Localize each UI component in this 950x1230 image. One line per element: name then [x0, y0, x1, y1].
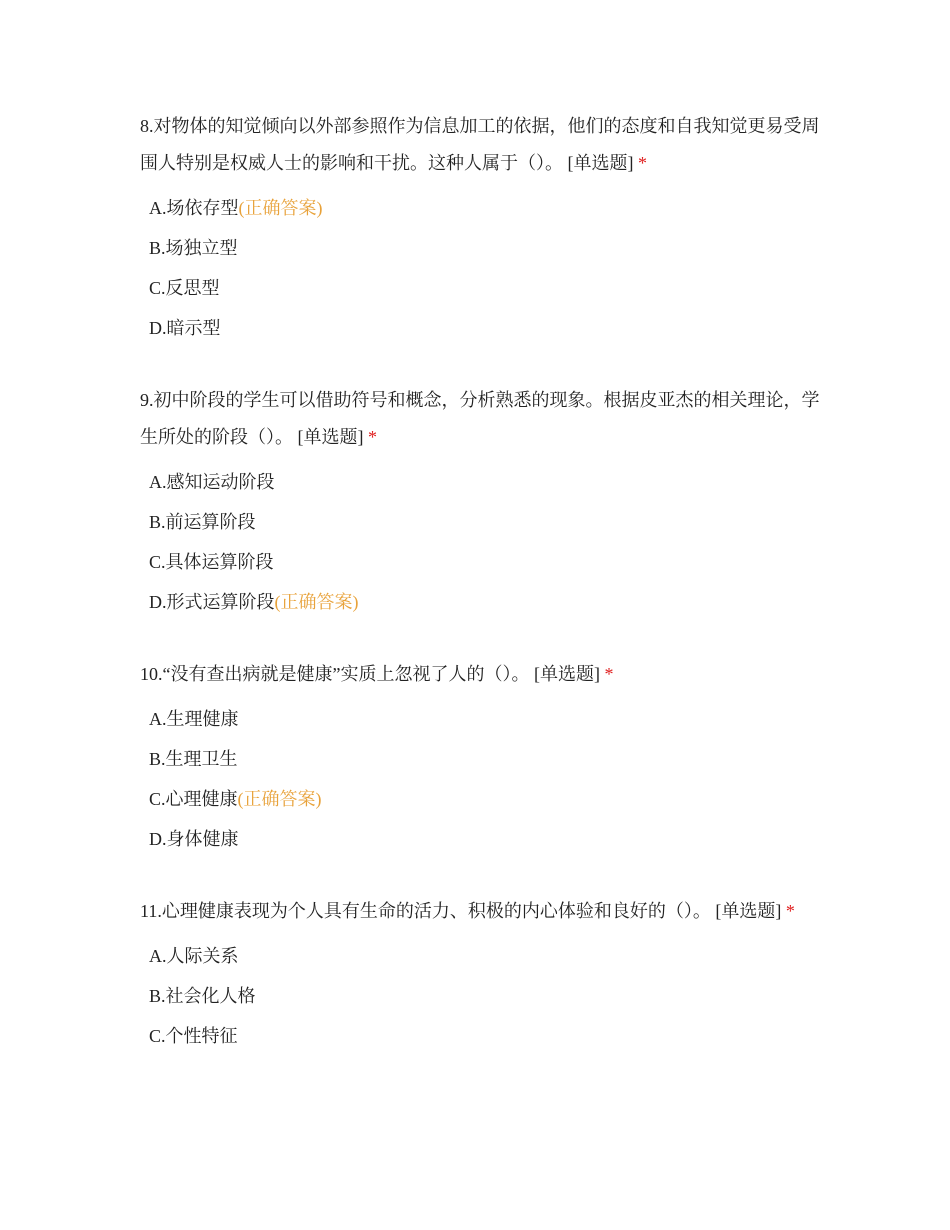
option-b — [140, 739, 820, 779]
option-d — [140, 308, 820, 348]
option-label: C.心理健康 — [149, 789, 238, 809]
question-text — [140, 108, 820, 182]
question-text — [140, 382, 820, 456]
option-c — [140, 779, 820, 819]
option-label: D.身体健康 — [149, 829, 239, 849]
option-c — [140, 542, 820, 582]
option-d — [140, 819, 820, 859]
option-label: A.人际关系 — [149, 946, 239, 966]
option-label: B.场独立型 — [149, 238, 238, 258]
option-label: A.场依存型 — [149, 198, 239, 218]
question-list — [140, 108, 820, 1090]
question-stem: 9.初中阶段的学生可以借助符号和概念，分析熟悉的现象。根据皮亚杰的相关理论，学生所处的阶段（）。 [单选题] — [140, 390, 820, 447]
question-8 — [140, 108, 820, 348]
question-10 — [140, 656, 820, 859]
option-label: C.具体运算阶段 — [149, 552, 274, 572]
required-star: * — [604, 664, 614, 684]
question-stem: 10.“没有查出病就是健康”实质上忽视了人的（）。 [单选题] — [140, 664, 600, 684]
correct-answer-mark: (正确答案) — [237, 789, 322, 809]
option-b — [140, 976, 820, 1016]
correct-answer-mark: (正确答案) — [238, 198, 323, 218]
option-label: A.感知运动阶段 — [149, 472, 275, 492]
option-label: C.反思型 — [149, 278, 220, 298]
question-11 — [140, 893, 820, 1056]
option-d — [140, 582, 820, 622]
question-stem: 8.对物体的知觉倾向以外部参照作为信息加工的依据，他们的态度和自我知觉更易受周围人特别是权威人士的影响和干扰。这种人属于（）。 [单选题] — [140, 116, 820, 173]
option-b — [140, 228, 820, 268]
option-a — [140, 936, 820, 976]
required-star: * — [368, 427, 377, 447]
option-c — [140, 1016, 820, 1056]
question-stem: 11.心理健康表现为个人具有生命的活力、积极的内心体验和良好的（）。 [单选题] — [140, 901, 782, 921]
option-label: B.社会化人格 — [149, 986, 256, 1006]
question-9 — [140, 382, 820, 622]
option-a — [140, 699, 820, 739]
option-label: B.生理卫生 — [149, 749, 238, 769]
option-a — [140, 188, 820, 228]
question-text — [140, 656, 820, 693]
option-b — [140, 502, 820, 542]
correct-answer-mark: (正确答案) — [274, 592, 359, 612]
option-label: C.个性特征 — [149, 1026, 238, 1046]
option-label: D.暗示型 — [149, 318, 221, 338]
question-text — [140, 893, 820, 930]
option-label: A.生理健康 — [149, 709, 239, 729]
option-c — [140, 268, 820, 308]
option-label: B.前运算阶段 — [149, 512, 256, 532]
required-star: * — [638, 153, 647, 173]
option-label: D.形式运算阶段 — [149, 592, 275, 612]
required-star: * — [785, 901, 795, 921]
option-a — [140, 462, 820, 502]
